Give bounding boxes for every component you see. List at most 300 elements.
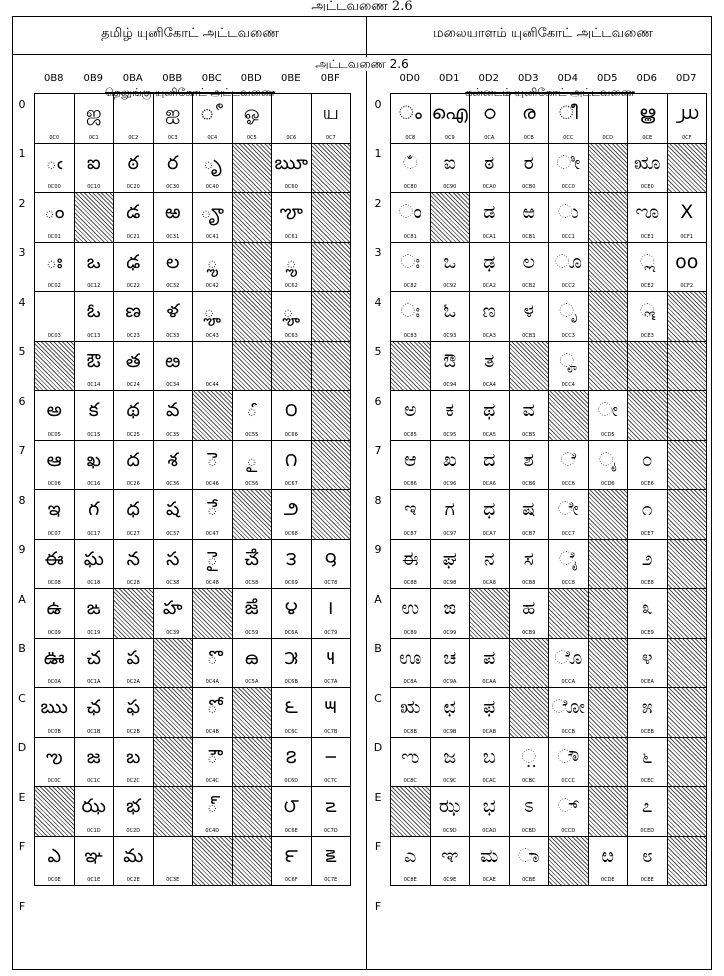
kannada-codepoint: 0CAD [482,827,497,834]
kannada-glyph: ಝ [438,795,461,817]
telugu-cell [271,539,312,590]
telugu-glyph: హ [162,597,183,619]
kannada-cell [430,440,471,491]
telugu-glyph: ఞ [84,844,104,867]
kannada-cell [588,143,629,194]
kannada-glyph: ಸ [523,547,534,570]
kannada-cell [627,390,668,441]
kannada-glyph: ೋ [551,696,585,718]
telugu-cell [192,786,233,837]
kannada-codepoint: 0CE8 [640,580,654,586]
kannada-codepoint: 0CA8 [482,580,496,586]
telugu-glyph: ౼ [324,745,337,768]
telugu-codepoint: 0C2B [126,728,140,735]
telugu-glyph: బ [126,745,141,768]
telugu-glyph: ద [126,448,140,471]
telugu-codepoint: 0C3 [167,134,178,141]
telugu-glyph: క [88,399,99,421]
kannada-row-label: 1 [374,147,382,161]
telugu-glyph: ల [166,250,180,273]
telugu-cell [232,489,273,540]
header-separator [12,54,712,55]
kannada-cell [469,588,510,639]
kannada-cell [588,539,629,590]
telugu-codepoint: 0C69 [284,580,298,586]
telugu-cell [271,341,312,392]
telugu-cell [192,440,233,491]
telugu-row-label: E [18,790,26,804]
telugu-row-label: F [18,899,26,913]
kannada-codepoint: 0CC4 [561,382,575,388]
telugu-cell [34,390,75,441]
telugu-glyph: అ [46,399,62,421]
telugu-cell [74,242,115,293]
telugu-cell [311,291,352,342]
kannada-codepoint: 0CED [640,827,655,834]
telugu-codepoint: 0C1D [86,827,101,834]
kannada-codepoint: 0CCB [561,728,576,735]
telugu-codepoint: 0C2C [126,778,140,784]
telugu-codepoint: 0C68 [284,530,298,537]
telugu-cell [74,192,115,243]
kannada-cell [548,143,589,194]
kannada-cell [390,341,431,392]
kannada-col-header: 0D2 [478,73,499,84]
kannada-cell [509,687,550,738]
kannada-row-label: F [374,899,382,913]
kannada-codepoint: 0CB6 [522,481,536,487]
kannada-glyph: ೮ [641,844,653,867]
telugu-cell [271,638,312,689]
kannada-codepoint: 0CBE [522,877,536,883]
telugu-codepoint: 0C5A [245,679,259,685]
kannada-glyph: ഠ [482,102,496,124]
kannada-glyph: ನ [483,547,495,570]
kannada-glyph: ഐ [431,102,468,124]
telugu-glyph: ణ [125,300,142,322]
kannada-codepoint: 0CB8 [522,580,536,586]
telugu-glyph: ఖ [86,448,101,471]
kannada-cell [390,291,431,342]
telugu-row-label: 0 [18,97,26,111]
kannada-cell [588,687,629,738]
telugu-glyph: ఇ [47,498,61,520]
kannada-codepoint: 0CE0 [640,184,654,190]
kannada-cell [430,341,471,392]
kannada-glyph: ര [521,102,536,124]
kannada-codepoint: 0C9C [443,778,457,784]
telugu-glyph: ౭ [285,745,297,768]
telugu-codepoint: 0C0 [49,134,60,141]
telugu-glyph: ఎ [47,844,61,867]
telugu-cell [34,242,75,293]
telugu-codepoint: 0C4C [205,778,219,784]
kannada-cell [667,638,708,689]
telugu-glyph: ర [167,151,179,174]
kannada-cell [509,489,550,540]
telugu-row-label: F [18,840,26,854]
telugu-codepoint: 0C7C [324,778,338,784]
telugu-cell [232,588,273,639]
kannada-codepoint: 0CA [484,134,495,141]
telugu-cell [192,588,233,639]
telugu-codepoint: 0C61 [284,233,298,240]
kannada-codepoint: 0C94 [443,382,457,388]
kannada-glyph: ಆ [403,448,417,471]
kannada-cell [430,192,471,243]
telugu-codepoint: 0C0E [47,877,61,883]
telugu-glyph: ౖ [246,448,258,471]
telugu-glyph: ౫ [284,646,298,669]
kannada-cell [390,440,431,491]
kannada-row-label: 5 [374,345,382,359]
kannada-cell [548,836,589,887]
kannada-codepoint: 0CC0 [561,184,575,190]
kannada-glyph: ೊ [554,646,583,669]
kannada-cell [667,390,708,441]
kannada-row-label: E [374,790,382,804]
kannada-cell [548,341,589,392]
kannada-codepoint: 0C90 [443,184,457,190]
kannada-codepoint: 0CE1 [640,233,654,240]
telugu-row-label: 3 [18,246,26,260]
telugu-codepoint: 0C36 [166,481,180,487]
telugu-cell [74,291,115,342]
kannada-glyph: ೆ [560,448,577,471]
telugu-codepoint: 0C12 [87,283,101,289]
kannada-codepoint: 0C8E [403,877,417,883]
telugu-glyph: త [125,349,141,372]
telugu-codepoint: 0C16 [87,481,101,487]
telugu-codepoint: 0C6 [286,134,297,141]
kannada-cell [548,539,589,590]
telugu-codepoint: 0C23 [126,332,140,339]
telugu-glyph: స [166,547,180,570]
telugu-codepoint: 0C34 [166,382,180,388]
kannada-cell [627,836,668,887]
telugu-glyph: గ [88,498,100,520]
kannada-codepoint: 0CD5 [600,431,615,438]
telugu-codepoint: 0C4B [205,728,219,735]
telugu-cell [311,588,352,639]
kannada-cell [588,390,629,441]
telugu-cell [192,539,233,590]
kannada-codepoint: 0CE [642,134,653,141]
telugu-row-label: 9 [18,543,26,557]
telugu-glyph: ౪ [284,597,298,619]
kannada-codepoint: 0CA2 [482,283,496,289]
telugu-codepoint: 0C0A [47,679,61,685]
kannada-glyph: ಒ [443,250,457,273]
telugu-cell [74,737,115,788]
kannada-cell [509,143,550,194]
telugu-cell [153,539,194,590]
kannada-cell [469,192,510,243]
telugu-row-label: C [18,691,26,705]
kannada-codepoint: 0C98 [443,580,457,586]
kannada-codepoint: 0C87 [403,530,417,537]
kannada-cell [588,836,629,887]
telugu-glyph: ే [206,498,218,520]
kannada-cell [548,242,589,293]
telugu-glyph: ఆ [46,448,62,471]
kannada-glyph: ು [557,201,579,223]
kannada-codepoint: 0CB7 [522,530,536,537]
telugu-row-label: B [18,642,26,656]
kannada-glyph: ൰ [675,102,699,124]
kannada-cell [469,143,510,194]
telugu-glyph: ఈ [44,547,64,570]
telugu-codepoint: 0C7B [324,728,338,735]
kannada-cell [469,786,510,837]
telugu-glyph: ై [206,547,218,570]
kannada-glyph: ೞ [601,844,614,867]
telugu-glyph: ౚ [244,646,259,669]
kannada-glyph: ಠ [484,151,495,174]
kannada-codepoint: 0CCA [561,679,576,685]
telugu-row-label: 7 [18,444,26,458]
kannada-codepoint: 0CB9 [522,629,536,636]
telugu-codepoint: 0C06 [47,481,61,487]
kannada-glyph: ೨ [641,547,653,570]
kannada-cell [588,489,629,540]
telugu-codepoint: 0C58 [245,580,259,586]
telugu-codepoint: 0C47 [205,530,219,537]
kannada-cell [469,390,510,441]
kannada-cell [667,440,708,491]
telugu-cell [271,390,312,441]
tamil-table-title: தமிழ் யுனிகோட் அட்டவணை [101,26,279,41]
kannada-cell [667,242,708,293]
telugu-cell [311,242,352,293]
telugu-cell [153,242,194,293]
telugu-glyph: ఱ [164,201,181,223]
kannada-codepoint: 0C93 [443,332,457,339]
kannada-cell [390,489,431,540]
telugu-codepoint: 0C7D [323,827,338,834]
telugu-cell [113,588,154,639]
kannada-row-label: D [373,741,383,755]
kannada-glyph: ಂ [398,201,422,223]
kannada-row-label: 2 [374,196,382,210]
telugu-glyph: ఉ [46,597,62,619]
kannada-codepoint: 0CE9 [640,629,654,636]
kannada-cell [627,242,668,293]
kannada-codepoint: 0CA0 [482,184,496,190]
kannada-cell [588,440,629,491]
kannada-glyph: ೣ [639,300,655,322]
telugu-codepoint: 0C32 [166,283,180,289]
kannada-glyph: ಈ [402,547,419,570]
kannada-glyph: ಔ [443,349,457,372]
kannada-glyph: ೇ [557,498,579,520]
telugu-glyph: ఔ [86,349,101,372]
kannada-codepoint: 0C8C [403,778,417,784]
kannada-glyph: ೂ [554,250,582,273]
telugu-codepoint: 0C30 [166,184,180,190]
telugu-glyph: ృ [202,151,222,174]
kannada-codepoint: 0C83 [403,332,417,339]
kannada-cell [430,539,471,590]
kannada-codepoint: 0CA6 [482,481,496,487]
kannada-codepoint: 0CAC [482,778,496,784]
kannada-glyph: ಱ [522,201,535,223]
kannada-cell [509,440,550,491]
telugu-cell [311,687,352,738]
kannada-cell [509,539,550,590]
telugu-cell [153,836,194,887]
telugu-codepoint: 0C7 [325,134,336,141]
kannada-glyph: ೠ [634,151,661,174]
column-divider [366,16,367,970]
kannada-cell [390,143,431,194]
kannada-glyph: ೀ [556,151,581,174]
telugu-cell [232,192,273,243]
telugu-codepoint: 0C2 [128,134,139,141]
telugu-codepoint: 0C03 [47,332,61,339]
kannada-cell [430,638,471,689]
kannada-cell [548,687,589,738]
kannada-codepoint: 0CD6 [600,481,615,487]
telugu-glyph: ஐ [165,102,181,124]
kannada-col-header: 0D5 [597,73,618,84]
kannada-glyph: ಁ [402,151,418,174]
kannada-cell [469,638,510,689]
kannada-codepoint: 0CAA [482,679,497,685]
telugu-cell [271,143,312,194]
telugu-codepoint: 0C37 [166,530,180,537]
telugu-cell [34,638,75,689]
telugu-table-title: தெலுங்கு யுனிகோட் அட்டவணை [104,86,275,99]
kannada-glyph: X [680,201,694,223]
kannada-glyph: ಾ [517,844,540,867]
kannada-cell [588,291,629,342]
telugu-codepoint: 0C63 [284,332,298,339]
telugu-row-label: 8 [18,493,26,507]
telugu-cell [232,786,273,837]
kannada-cell [509,786,550,837]
telugu-cell [271,291,312,342]
kannada-codepoint: 0CEA [640,679,654,685]
kannada-codepoint: 0CBD [521,827,536,834]
telugu-codepoint: 0C33 [166,332,180,339]
telugu-codepoint: 0C38 [166,580,180,586]
telugu-glyph: జ [86,745,101,768]
telugu-cell [74,440,115,491]
telugu-glyph: ౢ [285,250,297,273]
kannada-codepoint: 0C92 [443,283,457,289]
kannada-glyph: ೈ [558,547,578,570]
telugu-codepoint: 0C66 [284,431,298,438]
telugu-codepoint: 0C1 [88,134,99,141]
kannada-cell [667,341,708,392]
kannada-cell [667,192,708,243]
kannada-cell [390,539,431,590]
telugu-codepoint: 0C5 [246,134,257,141]
telugu-cell [34,539,75,590]
kannada-codepoint: 0C9B [443,728,457,735]
telugu-codepoint: 0C46 [205,481,219,487]
kannada-codepoint: 0C8 [405,134,416,141]
telugu-cell [153,638,194,689]
kannada-codepoint: 0CB5 [522,431,536,438]
kannada-cell [667,539,708,590]
kannada-glyph: ಊ [399,646,422,669]
kannada-codepoint: 0C9D [442,827,457,834]
telugu-glyph: ఊ [43,646,65,669]
kannada-cell [509,638,550,689]
kannada-codepoint: 0CC3 [561,332,575,339]
telugu-glyph: ఛ [86,696,101,718]
kannada-cell [469,737,510,788]
kannada-glyph: ಼ [521,745,537,768]
kannada-glyph: ಜ [443,745,457,768]
telugu-cell [232,291,273,342]
telugu-cell [271,836,312,887]
kannada-cell [627,341,668,392]
telugu-cell [113,638,154,689]
kannada-cell [667,836,708,887]
telugu-cell [153,737,194,788]
telugu-cell [271,588,312,639]
telugu-codepoint: 0C21 [126,233,140,240]
kannada-glyph: ಡ [483,201,496,223]
telugu-glyph: ప [126,646,140,669]
telugu-glyph: ఐ [86,151,101,174]
telugu-cell [34,687,75,738]
kannada-glyph: ಋ [400,696,421,718]
kannada-codepoint: 0CF2 [680,283,694,289]
kannada-codepoint: 0CC1 [561,233,575,240]
kannada-glyph: ಣ [482,300,496,322]
kannada-glyph: ಬ [482,745,496,768]
telugu-cell [232,143,273,194]
telugu-col-header: 0B8 [43,73,64,84]
telugu-glyph: చ [86,646,101,669]
telugu-cell [192,390,233,441]
kannada-glyph: ತ [484,349,495,372]
kannada-codepoint: 0CA1 [482,233,496,240]
kannada-cell [430,737,471,788]
kannada-row-label: 9 [374,543,382,557]
kannada-table-title: கன்னடம் யுனிகோட் அட்டவணை [465,86,635,99]
kannada-cell [548,291,589,342]
kannada-codepoint: 0CB2 [522,283,536,289]
telugu-codepoint: 0C18 [87,580,101,586]
kannada-cell [390,786,431,837]
telugu-codepoint: 0C7E [324,877,338,883]
telugu-col-header: 0BE [280,73,301,84]
telugu-glyph: ౕ [246,399,258,421]
telugu-glyph: ె [206,448,218,471]
kannada-codepoint: 0CDE [600,877,615,883]
telugu-cell [34,143,75,194]
kannada-glyph: ಃ [400,250,421,273]
kannada-cell [548,390,589,441]
telugu-codepoint: 0C05 [47,431,61,438]
telugu-row-label: 2 [18,196,26,210]
telugu-glyph: ఁ [45,151,63,174]
telugu-cell [271,737,312,788]
telugu-cell [113,786,154,837]
kannada-codepoint: 0CB1 [522,233,536,240]
telugu-cell [74,687,115,738]
kannada-glyph: ಢ [483,250,496,273]
telugu-cell [74,786,115,837]
telugu-codepoint: 0C6D [284,778,299,784]
telugu-cell [271,786,312,837]
telugu-glyph: ః [45,250,63,273]
